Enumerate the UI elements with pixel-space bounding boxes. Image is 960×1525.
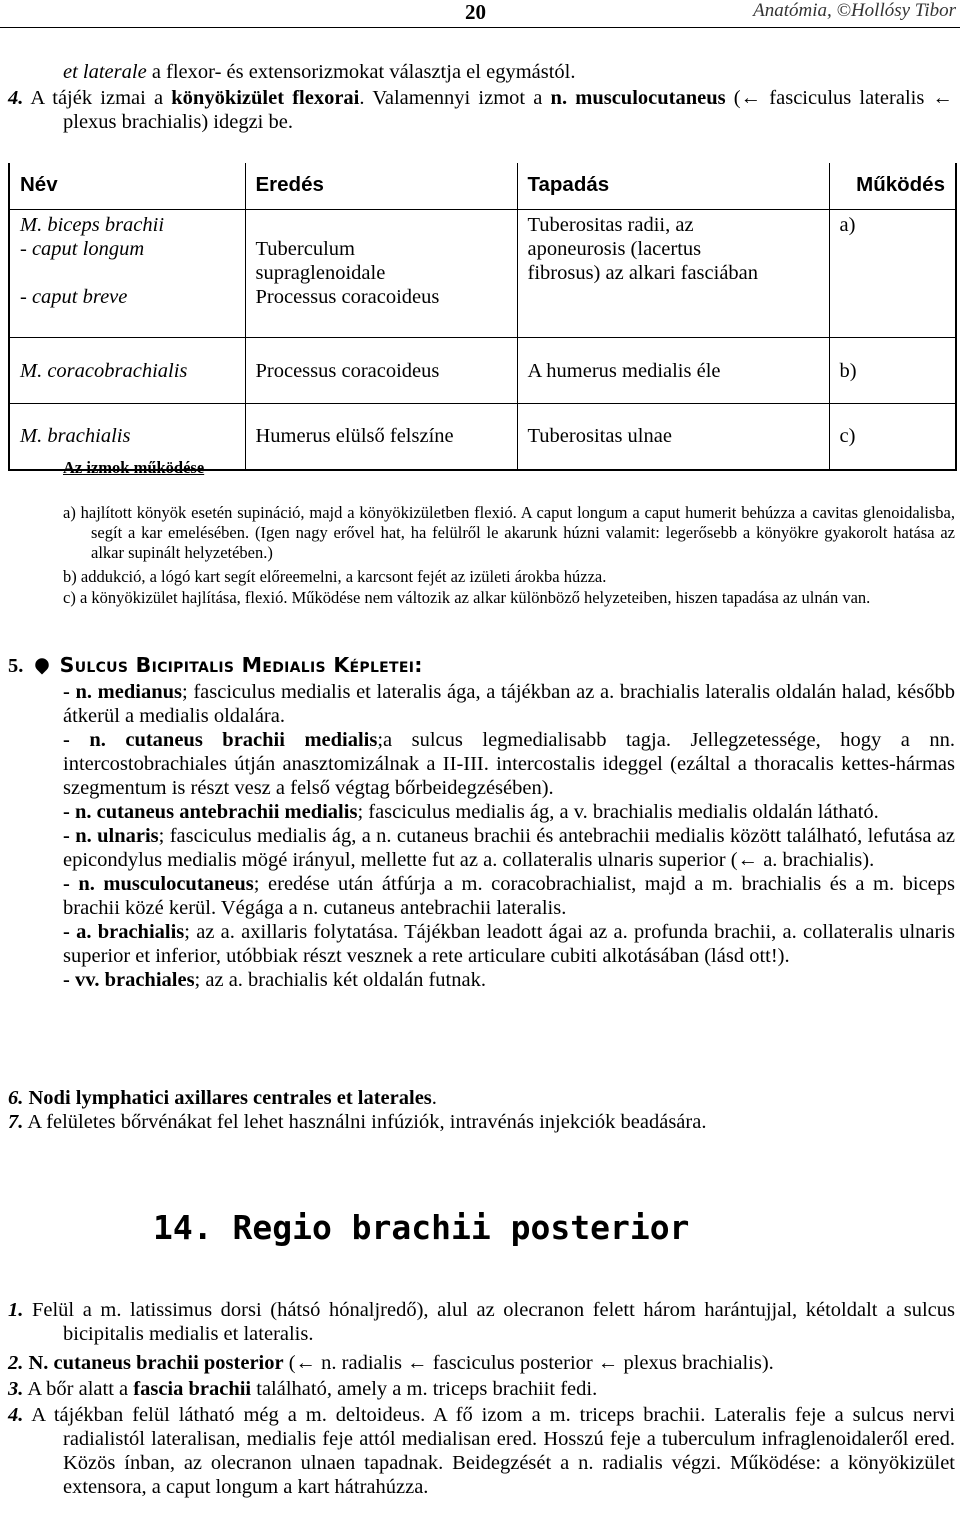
item-rest: ; fasciculus medialis et lateralis ága, a tájékban az a. brachialis lateralis oldalán halad, később átkerül a medialis oldalára. [63, 681, 955, 727]
item-prefix: - n. [63, 873, 95, 895]
posterior-2-bold: N. cutaneus brachii posterior [28, 1352, 284, 1374]
item-prefix: - n. [63, 801, 92, 823]
table-row [9, 210, 956, 338]
posterior-item-1 [8, 1298, 955, 1346]
item-7-number: 7. [8, 1111, 24, 1133]
posterior-1-text: Felül a m. latissimus dorsi (hátsó hónaljredő), alul az olecranon felett három harántujjal, kétoldalt a sulcus bicipitalis medialis et lateralis. [31, 1299, 955, 1345]
cell-origin: Processus coracoideus [245, 338, 517, 404]
page-number: 20 [465, 0, 486, 24]
item-rest: ; fasciculus medialis ág, a v. brachialis medialis oldalán látható. [357, 801, 879, 823]
section-5-title: Sulcus Bicipitalis Medialis Képletei: [59, 653, 423, 677]
item-4-number: 4. [8, 87, 24, 109]
section-5-heading [8, 652, 423, 679]
item-rest: ; fasciculus medialis ág, a n. cutaneus brachii és antebrachii medialis között található, lefutása az epicondylus medialis mögé irányul, mellette fut az a. collateralis ulnaris superior (← a. brachialis). [63, 825, 955, 871]
item-4-bold-a: könyökizület flexorai [171, 87, 360, 109]
cell-function: b) [829, 338, 956, 404]
item-4 [8, 86, 953, 134]
cell-name: M. biceps brachii - caput longum - caput breve [9, 210, 245, 338]
header-insertion: Tapadás [517, 163, 829, 210]
item-4-text-a: A tájék izmai a [23, 87, 172, 109]
cell-name: M. coracobrachialis [9, 338, 245, 404]
intro-italic: et laterale [63, 61, 147, 83]
item-prefix: - n. [63, 825, 92, 847]
item-bold: cutaneus brachii medialis [105, 729, 378, 751]
item-6-number: 6. [8, 1087, 24, 1109]
item-4-text-c: (← fasciculus lateralis ← plexus brachialis) idegzi be. [63, 87, 953, 133]
header-name: Név [9, 163, 245, 210]
list-item [63, 680, 955, 728]
header-function: Működés [829, 163, 956, 210]
cell-origin: Tuberculum supraglenoidale Processus coracoideus [245, 210, 517, 338]
header-origin: Eredés [245, 163, 517, 210]
cell-insertion: Tuberositas radii, az aponeurosis (lacertus fibrosus) az alkari fasciában [517, 210, 829, 338]
function-b: b) addukció, a lógó kart segít előreemelni, a karcsont fejét az izületi árokba húzza. [63, 567, 607, 586]
list-item [63, 968, 955, 992]
item-prefix: - a. [63, 921, 92, 943]
item-6-text: Nodi lymphatici axillares centrales et laterales [28, 1087, 432, 1109]
item-prefix: - vv. [63, 969, 100, 991]
list-item [63, 824, 955, 872]
intro-rest: a flexor- és extensorizmokat választja el egymástól. [146, 61, 576, 83]
table-header-row [9, 163, 956, 210]
functions-heading: Az izmok működése [63, 458, 205, 477]
function-c: c) a könyökizület hajlítása, flexió. Működése nem változik az alkar különböző helyzeteiben, hiszen tapadása az ulnán van. [63, 588, 871, 607]
cell-name: M. brachialis [9, 404, 245, 470]
cell-insertion: A humerus medialis éle [517, 338, 829, 404]
item-6-end: . [431, 1087, 437, 1109]
posterior-3-number: 3. [8, 1378, 24, 1400]
posterior-item-4 [8, 1403, 955, 1499]
muscle-table [8, 163, 957, 471]
list-item [63, 728, 955, 800]
item-rest: ; az a. brachialis két oldalán futnak. [194, 969, 486, 991]
list-item [63, 872, 955, 920]
posterior-2-rest: (← n. radialis ← fasciculus posterior ← plexus brachialis). [283, 1352, 774, 1374]
item-bold: cutaneus antebrachii medialis [91, 801, 358, 823]
posterior-item-3 [8, 1377, 948, 1401]
item-7-text: A felületes bőrvénákat fel lehet használni infúziók, intravénás injekciók beadására. [27, 1111, 707, 1133]
cell-origin: Humerus elülső felszíne [245, 404, 517, 470]
mouse-pointer-icon [32, 655, 51, 674]
item-rest: ; az a. axillaris folytatása. Tájékban leadott ágai az a. profunda brachii, a. collateralis ulnaris superior et inferior, utóbbiak részt vesznek a rete articulare cubiti alkotásában (lásd ott!). [63, 921, 955, 967]
cell-function: c) [829, 404, 956, 470]
cell-insertion: Tuberositas ulnae [517, 404, 829, 470]
posterior-4-number: 4. [8, 1404, 24, 1426]
item-bold: musculocutaneus [94, 873, 254, 895]
posterior-4-text: A tájékban felül látható még a m. deltoideus. A fő izom a m. triceps brachii. Lateralis feje a sulcus nervi radialistól lateralisan, medialis feje attól medialisan ered. Hosszú feje a tuberculum infraglenoidaleről ered. Közös ínban, az olecranon ulnaen tapadnak. Beidegzését a n. radialis végzi. Működése: a könyökizület extensora, a caput longum a kart hátrahúzza. [31, 1404, 955, 1498]
section-5-list [63, 680, 955, 992]
cell-function: a) [829, 210, 956, 338]
item-bold: brachiales [99, 969, 195, 991]
item-4-bold-b: n. musculocutaneus [550, 87, 726, 109]
posterior-3-bold: fascia brachii [133, 1378, 252, 1400]
posterior-3-b: található, amely a m. triceps brachiit fedi. [251, 1378, 598, 1400]
header-rule [0, 27, 960, 28]
item-7 [8, 1110, 706, 1134]
section-5-number: 5. [8, 655, 24, 677]
intro-line [63, 60, 953, 84]
posterior-1-number: 1. [8, 1299, 24, 1321]
item-6 [8, 1086, 437, 1110]
item-prefix: - n. [63, 729, 106, 751]
function-a: a) hajlított könyök esetén supináció, majd a könyökizületben flexió. A caput longum a caput humerit behúzza a cavitas glenoidalisba, segít a kar emelésében. (Igen nagy erővel hat, ha felülről le akarunk húzni valamit: legerősebb a könyökre gyakorolt hatása az alkar supinált helyzetében.) [63, 503, 955, 562]
posterior-2-number: 2. [8, 1352, 24, 1374]
item-4-text-b: . Valamennyi izmot a [359, 87, 551, 109]
list-item [63, 920, 955, 968]
table-row [9, 338, 956, 404]
posterior-3-a: A bőr alatt a [27, 1378, 134, 1400]
item-rest: ;a sulcus legmedialisabb tagja. Jellegzetessége, hogy a nn. intercostobrachiales útján anasztomizálnak a II-III. intercostalis ideggel (ezáltal a thoracalis kettes-hármas szegmentum is részt vesz a felső végtag bőrbeidegzésében). [63, 729, 955, 799]
chapter-title: 14. Regio brachii posterior [153, 1208, 690, 1247]
running-title: Anatómia, ©Hollósy Tibor [753, 0, 956, 21]
item-rest: ; eredése után átfúrja a m. coracobrachialist, majd a m. brachialis és a m. biceps brachii közé kerül. Végága a n. cutaneus antebrachii lateralis. [63, 873, 956, 919]
posterior-item-2 [8, 1351, 948, 1375]
item-bold: ulnaris [91, 825, 159, 847]
item-bold: brachialis [91, 921, 185, 943]
item-bold: medianus [92, 681, 182, 703]
item-prefix: - n. [63, 681, 93, 703]
list-item [63, 800, 955, 824]
